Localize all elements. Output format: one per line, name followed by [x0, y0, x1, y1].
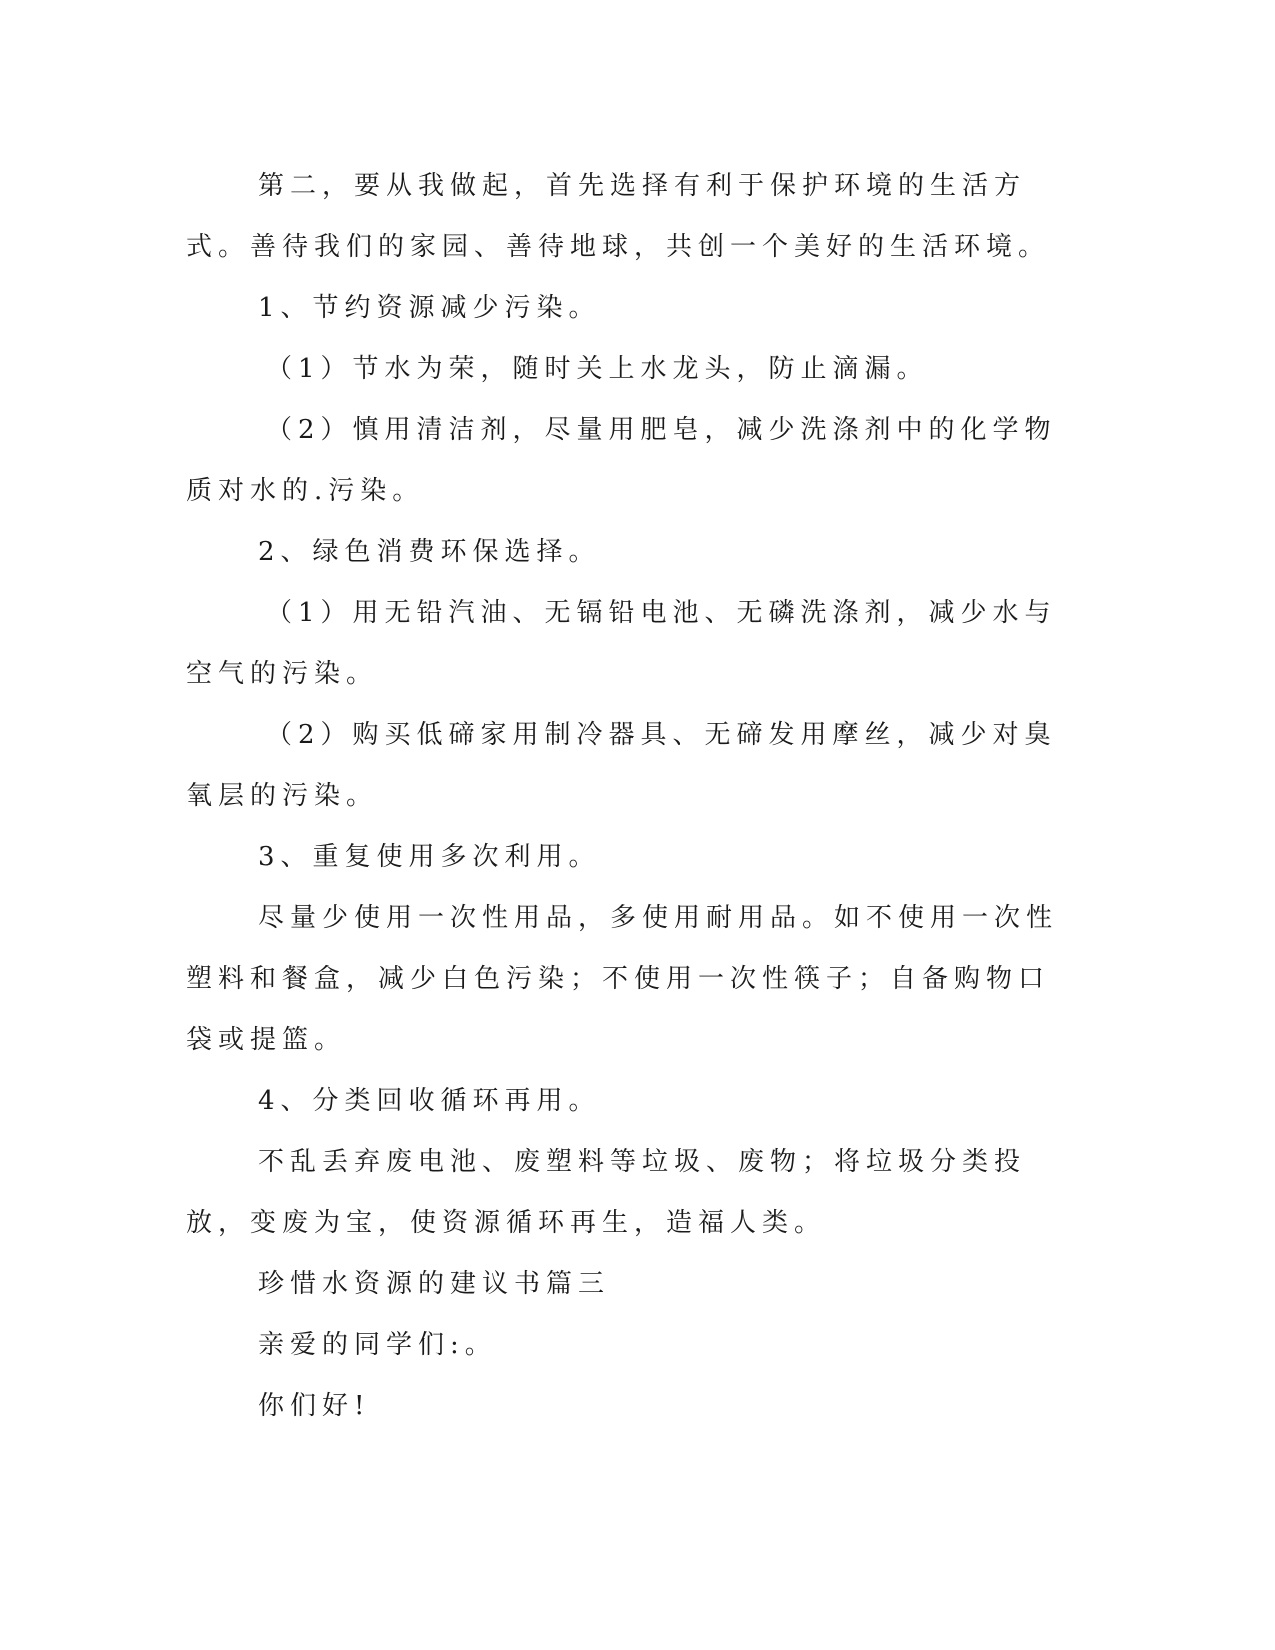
- document-body: [186, 156, 1062, 1437]
- heading-save-resources: 1、节约资源减少污染。: [258, 293, 601, 323]
- paragraph-reuse-detail: 尽量少使用一次性用品，多使用耐用品。如不使用一次性塑料和餐盒，减少白色污染；不使用一次性筷子；自备购物口袋或提篮。: [186, 903, 1059, 1055]
- greeting: 你们好!: [258, 1391, 371, 1421]
- paragraph-intro: 第二，要从我做起，首先选择有利于保护环境的生活方式。善待我们的家园、善待地球，共创一个美好的生活环境。: [186, 171, 1051, 262]
- item-save-water: （1）节水为荣，随时关上水龙头，防止滴漏。: [266, 354, 929, 384]
- heading-green-consumption: 2、绿色消费环保选择。: [258, 537, 601, 567]
- heading-reuse: 3、重复使用多次利用。: [258, 842, 601, 872]
- salutation: 亲爱的同学们:。: [258, 1330, 497, 1360]
- item-ozone: （2）购买低碲家用制冷器具、无碲发用摩丝，减少对臭氧层的污染。: [186, 720, 1057, 811]
- heading-recycle: 4、分类回收循环再用。: [258, 1086, 601, 1116]
- section-title: 珍惜水资源的建议书篇三: [258, 1269, 611, 1299]
- item-lead-free: （1）用无铅汽油、无镉铅电池、无磷洗涤剂，减少水与空气的污染。: [186, 598, 1057, 689]
- item-detergent: （2）慎用清洁剂，尽量用肥皂，减少洗涤剂中的化学物质对水的.污染。: [186, 415, 1057, 506]
- paragraph-recycle-detail: 不乱丢弃废电池、废塑料等垃圾、废物；将垃圾分类投放，变废为宝，使资源循环再生，造福人类。: [186, 1147, 1027, 1238]
